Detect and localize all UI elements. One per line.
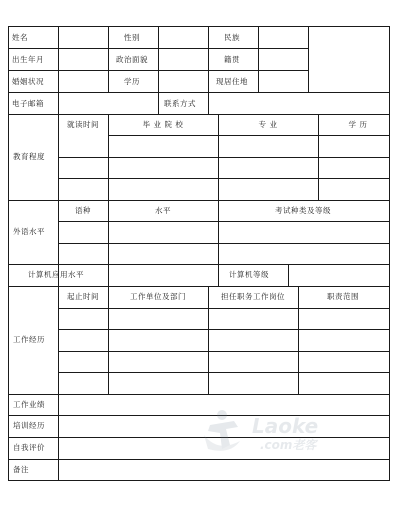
row-line	[8, 286, 389, 287]
row-line	[8, 264, 389, 265]
label-language: 外语水平	[13, 227, 45, 236]
col-line	[218, 264, 219, 286]
col-line	[158, 26, 159, 92]
col-line	[318, 114, 319, 200]
row-line	[108, 135, 389, 136]
label-marital: 婚姻状况	[12, 77, 44, 86]
label-native-place: 籍贯	[224, 55, 240, 64]
label-remarks: 备注	[13, 465, 29, 474]
label-ethnicity: 民族	[224, 33, 240, 42]
label-computer-skill: 计算机应用水平	[28, 270, 84, 279]
col-line	[108, 26, 109, 92]
label-political: 政治面貌	[116, 55, 148, 64]
watermark-logo	[200, 405, 350, 455]
col-line	[108, 114, 109, 200]
work-col-employer: 工作单位及部门	[130, 292, 186, 301]
label-computer-grade: 计算机等级	[229, 270, 269, 279]
col-line	[208, 26, 209, 92]
label-residence: 现居住地	[216, 77, 248, 86]
col-line	[308, 26, 309, 92]
label-education: 教育程度	[13, 152, 45, 161]
lang-col-language: 语种	[75, 206, 91, 215]
svg-text:Laoke: Laoke	[252, 414, 319, 438]
col-line	[389, 26, 390, 481]
col-line	[58, 26, 59, 114]
edu-col-degree: 学 历	[348, 120, 368, 129]
row-line	[8, 92, 389, 93]
lang-col-exam: 考试种类及等级	[275, 206, 331, 215]
col-line	[218, 114, 219, 200]
col-line	[158, 92, 159, 114]
edu-col-time: 就读时间	[67, 120, 99, 129]
label-name: 姓名	[12, 33, 28, 42]
col-line	[108, 286, 109, 394]
label-achievements: 工作业绩	[13, 400, 45, 409]
row-line	[8, 114, 389, 115]
label-work: 工作经历	[13, 335, 45, 344]
label-contact: 联系方式	[164, 99, 196, 108]
work-col-period: 起止时间	[67, 292, 99, 301]
col-line	[8, 26, 9, 481]
row-line	[8, 26, 389, 27]
label-gender: 性别	[124, 33, 140, 42]
row-line	[8, 480, 389, 481]
col-line	[258, 26, 259, 92]
edu-col-major: 专 业	[258, 120, 278, 129]
col-line	[108, 200, 109, 264]
label-education-level: 学历	[124, 77, 140, 86]
work-col-position: 担任职务工作岗位	[221, 292, 285, 301]
label-self-evaluation: 自我评价	[13, 443, 45, 452]
edu-col-school: 毕 业 院 校	[142, 120, 184, 129]
label-training: 培训经历	[13, 421, 45, 430]
row-line	[8, 200, 389, 201]
col-line	[298, 286, 299, 394]
label-email: 电子邮箱	[12, 99, 44, 108]
col-line	[108, 264, 109, 286]
work-col-duties: 职责范围	[327, 292, 359, 301]
col-line	[288, 264, 289, 286]
col-line	[208, 286, 209, 394]
col-line	[58, 114, 59, 480]
col-line	[218, 200, 219, 264]
col-line	[208, 92, 209, 114]
lang-col-level: 水平	[155, 206, 171, 215]
row-line	[8, 459, 389, 460]
row-line	[8, 394, 389, 395]
label-birth: 出生年月	[12, 55, 44, 64]
svg-text:.com老客: .com老客	[260, 438, 317, 452]
